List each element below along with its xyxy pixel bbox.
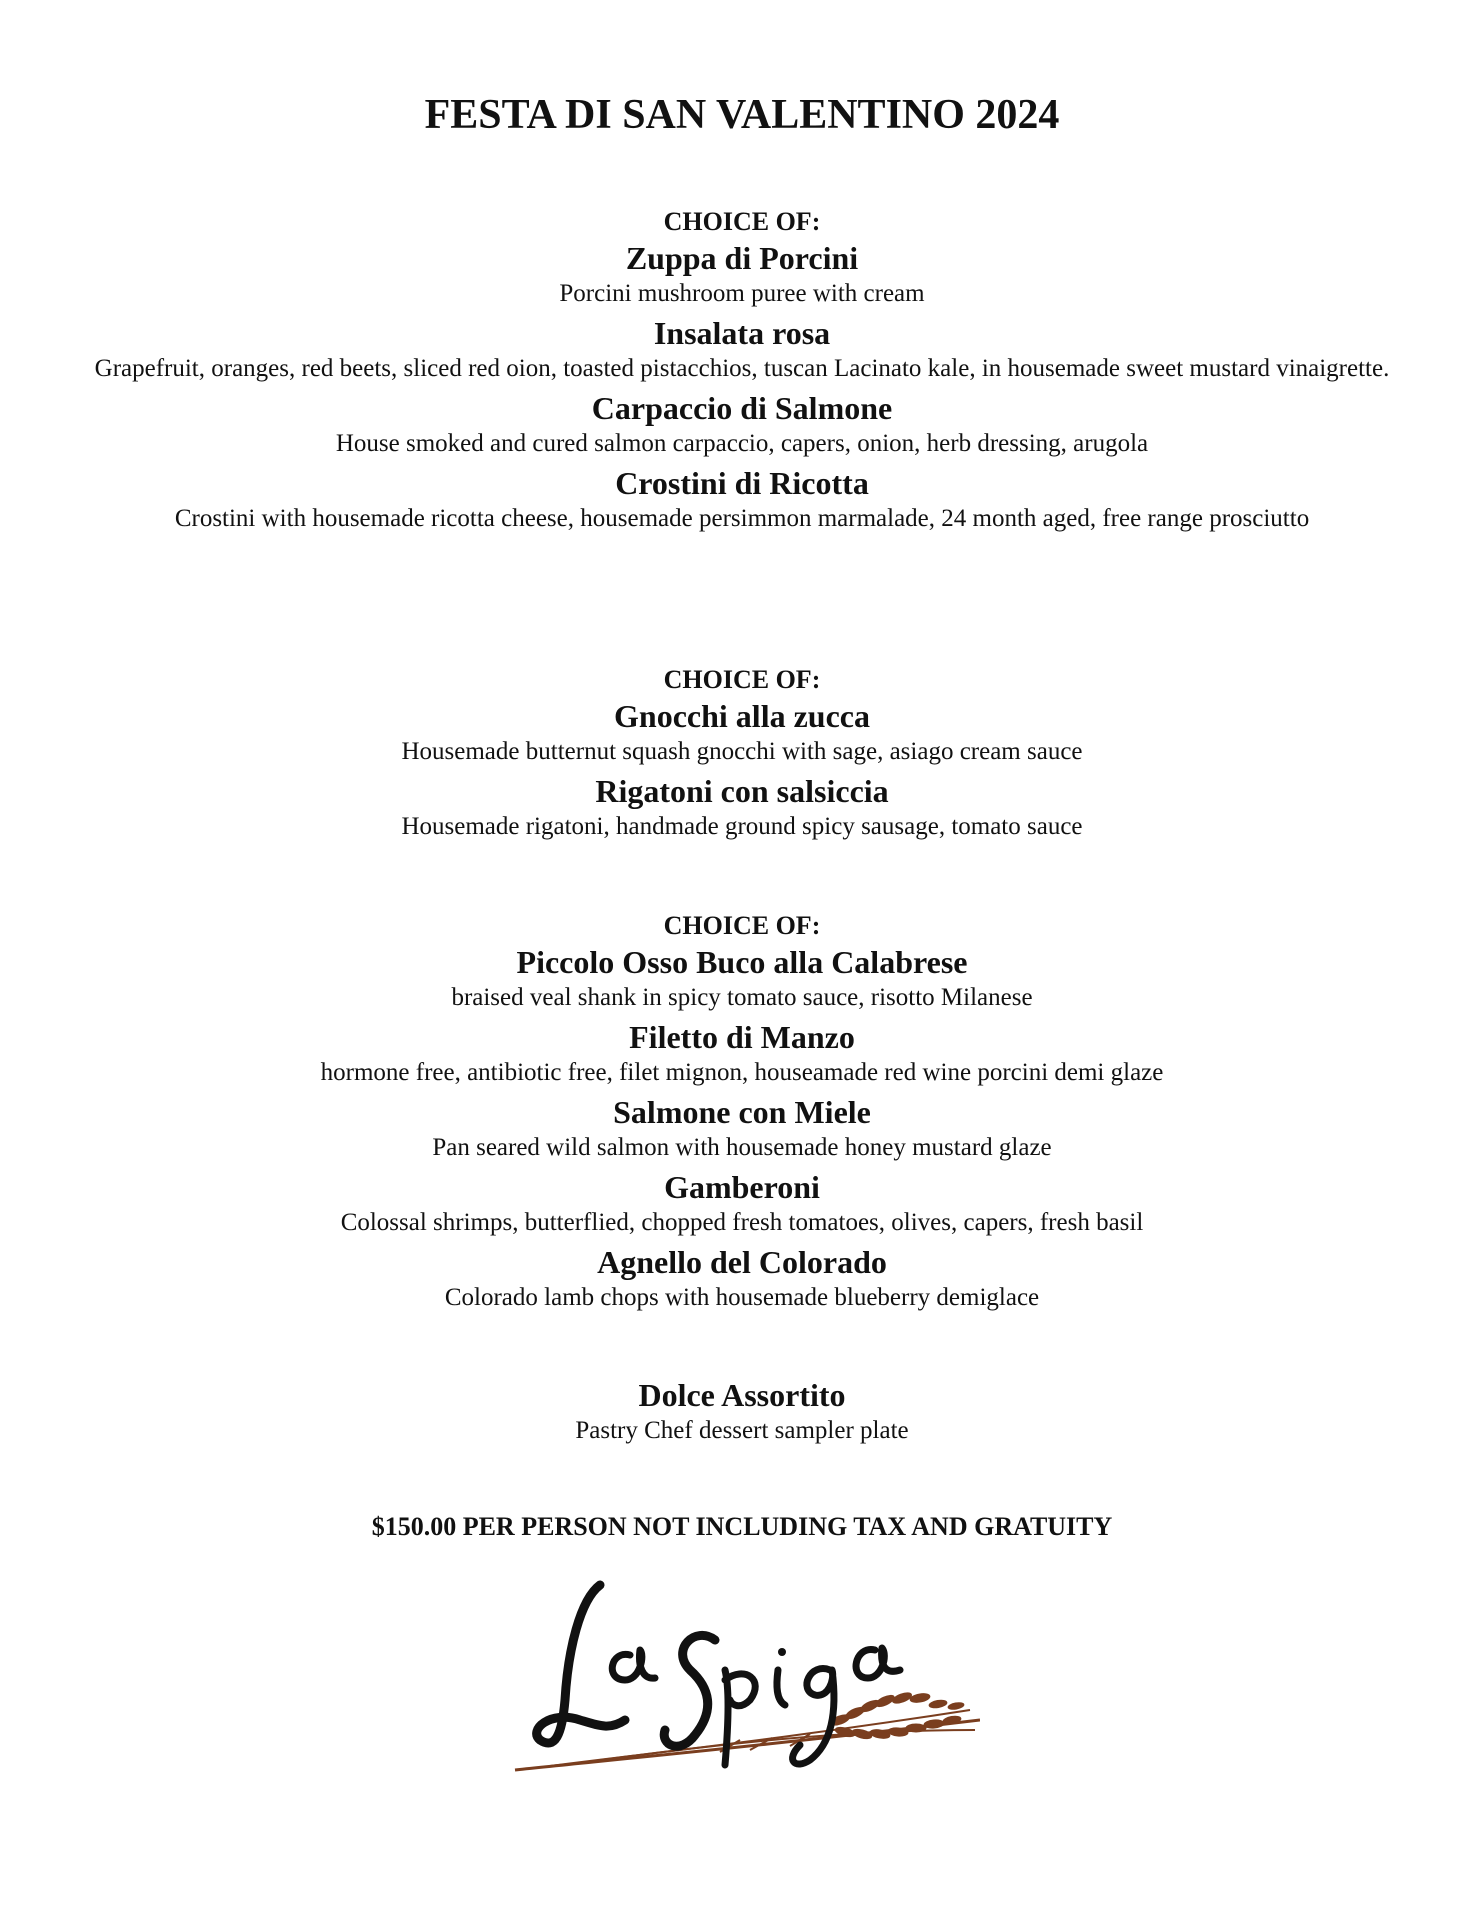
course-2-section xyxy=(90,663,1394,847)
course-3-section xyxy=(90,909,1394,1318)
dish-item xyxy=(90,1093,1394,1164)
dish-name: Piccolo Osso Buco alla Calabrese xyxy=(516,944,968,980)
dish-name: Agnello del Colorado xyxy=(597,1244,887,1280)
course-3-heading: CHOICE OF: xyxy=(663,911,821,940)
la-spiga-logo xyxy=(510,1570,980,1790)
dish-item xyxy=(90,464,1394,535)
dish-name: Gnocchi alla zucca xyxy=(614,698,870,734)
dish-item xyxy=(90,314,1394,385)
dish-description: Grapefruit, oranges, red beets, sliced red oion, toasted pistacchios, tuscan Lacinato kale, in housemade sweet mustard vinaigrette. xyxy=(94,355,1390,382)
dish-description: Housemade butternut squash gnocchi with sage, asiago cream sauce xyxy=(401,738,1083,765)
dish-description: hormone free, antibiotic free, filet mignon, houseamade red wine porcini demi glaze xyxy=(320,1059,1164,1086)
price-note: $150.00 PER PERSON NOT INCLUDING TAX AND GRATUITY xyxy=(371,1512,1113,1541)
dish-name: Insalata rosa xyxy=(653,315,831,351)
dish-description: Porcini mushroom puree with cream xyxy=(559,280,925,307)
dish-item xyxy=(90,943,1394,1014)
course-1-section xyxy=(90,205,1394,539)
dish-description: Colorado lamb chops with housemade blueberry demiglace xyxy=(444,1284,1040,1311)
dish-item xyxy=(90,389,1394,460)
la-spiga-script xyxy=(537,1585,900,1765)
dish-item xyxy=(90,1168,1394,1239)
dish-name: Crostini di Ricotta xyxy=(615,465,869,501)
dish-description: braised veal shank in spicy tomato sauce, risotto Milanese xyxy=(451,984,1033,1011)
dish-name: Zuppa di Porcini xyxy=(625,240,859,276)
dish-item xyxy=(90,1243,1394,1314)
dish-name: Filetto di Manzo xyxy=(629,1019,855,1055)
dish-item xyxy=(90,772,1394,843)
dish-item xyxy=(90,239,1394,310)
course-2-heading: CHOICE OF: xyxy=(663,665,821,694)
dessert-section xyxy=(90,1376,1394,1447)
dish-name: Gamberoni xyxy=(664,1169,820,1205)
dish-name: Rigatoni con salsiccia xyxy=(595,773,889,809)
dish-description: Crostini with housemade ricotta cheese, housemade persimmon marmalade, 24 month aged, free range prosciutto xyxy=(174,505,1310,532)
dessert-description: Pastry Chef dessert sampler plate xyxy=(575,1417,909,1444)
dish-name: Carpaccio di Salmone xyxy=(591,390,893,426)
course-1-heading: CHOICE OF: xyxy=(663,207,821,236)
dish-item xyxy=(90,1018,1394,1089)
dessert-name: Dolce Assortito xyxy=(638,1377,846,1413)
dish-description: Colossal shrimps, butterflied, chopped fresh tomatoes, olives, capers, fresh basil xyxy=(340,1209,1144,1236)
dish-description: Pan seared wild salmon with housemade honey mustard glaze xyxy=(432,1134,1052,1161)
dish-description: House smoked and cured salmon carpaccio, capers, onion, herb dressing, arugola xyxy=(335,430,1149,457)
dish-description: Housemade rigatoni, handmade ground spicy sausage, tomato sauce xyxy=(401,813,1083,840)
dish-name: Salmone con Miele xyxy=(613,1094,871,1130)
dish-item xyxy=(90,697,1394,768)
menu-title: FESTA DI SAN VALENTINO 2024 xyxy=(424,92,1060,138)
